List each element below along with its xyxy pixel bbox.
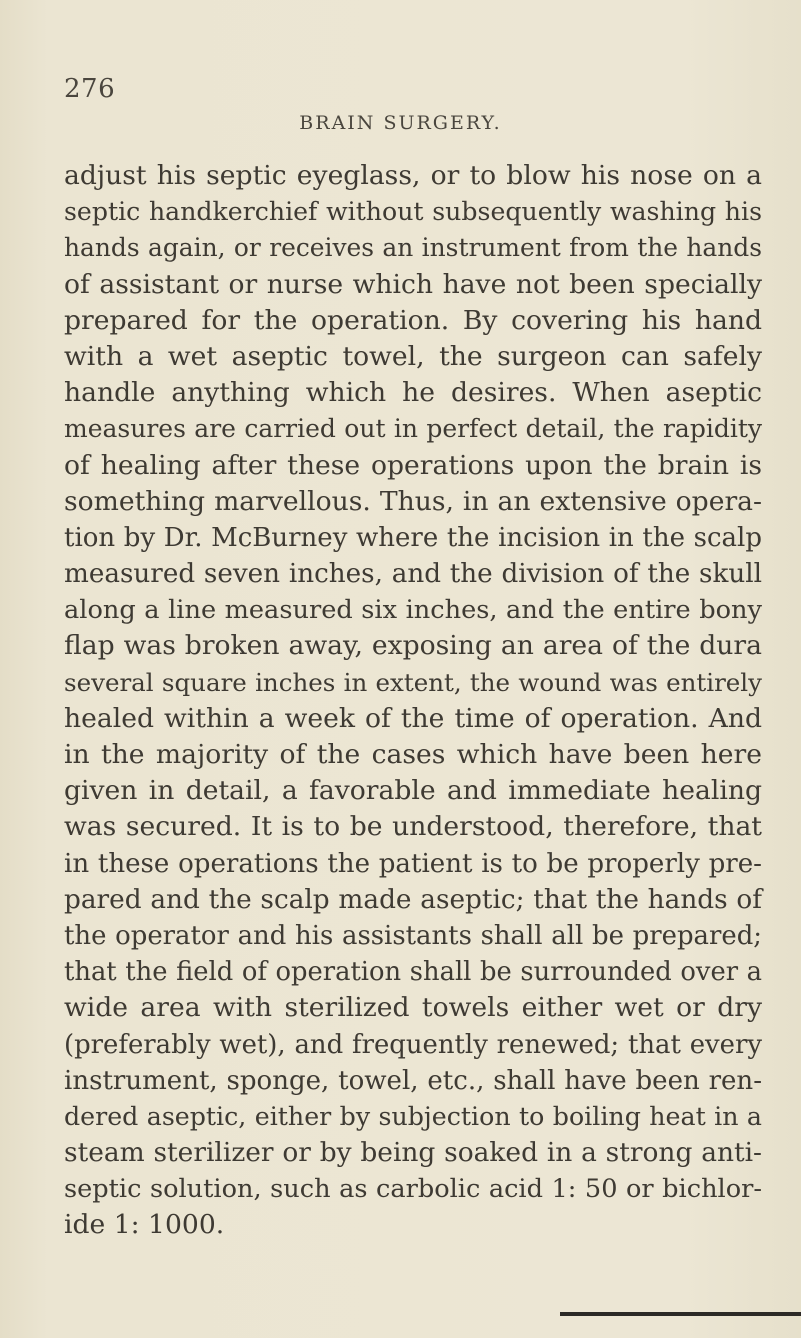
text-line: several square inches in extent, the wound was entirely (64, 667, 762, 697)
text-line: tion by Dr. McBurney where the incision in the scalp (64, 522, 762, 553)
text-line: with a wet aseptic towel, the surgeon can safely (64, 340, 762, 372)
text-line: pared and the scalp made aseptic; that the hands of (64, 884, 762, 915)
text-line: in these operations the patient is to be properly pre- (64, 848, 762, 879)
text-line: ide 1: 1000. (64, 1209, 225, 1241)
text-line: steam sterilizer or by being soaked in a strong anti- (64, 1137, 762, 1169)
text-line: wide area with sterilized towels either wet or dry (64, 992, 762, 1024)
text-line: measured seven inches, and the division of the skull (64, 559, 762, 590)
text-line: of assistant or nurse which have not been specially (64, 268, 762, 300)
text-line: measures are carried out in perfect detail, the rapidity (64, 414, 762, 444)
text-line: something marvellous. Thus, in an extensive opera- (64, 485, 762, 517)
text-line: dered aseptic, either by subjection to boiling heat in a (64, 1101, 762, 1131)
text-line: adjust his septic eyeglass, or to blow his nose on a (64, 160, 762, 191)
text-line: handle anything which he desires. When aseptic (64, 377, 762, 409)
text-line: (preferably wet), and frequently renewed; that every (64, 1029, 762, 1060)
text-line: the operator and his assistants shall all be prepared; (64, 920, 762, 951)
text-line: instrument, sponge, towel, etc., shall have been ren- (64, 1065, 762, 1096)
page-number: 276 (64, 74, 116, 104)
text-line: prepared for the operation. By covering his hand (64, 304, 762, 336)
text-line: septic solution, such as carbolic acid 1: 50 or bichlor- (64, 1174, 762, 1205)
text-line: flap was broken away, exposing an area of the dura (64, 630, 762, 662)
body-text (64, 158, 762, 1244)
text-line: healed within a week of the time of operation. And (64, 702, 762, 734)
text-line: was secured. It is to be understood, therefore, that (64, 811, 762, 843)
text-line: that the field of operation shall be surrounded over a (64, 957, 762, 988)
text-line: in the majority of the cases which have been here (64, 739, 762, 770)
text-line: along a line measured six inches, and the entire bony (64, 595, 762, 626)
text-line: septic handkerchief without subsequently washing his (64, 197, 762, 227)
text-line: hands again, or receives an instrument from the hands (64, 233, 762, 263)
text-line: given in detail, a favorable and immediate healing (64, 775, 762, 807)
text-line: of healing after these operations upon the brain is (64, 449, 762, 481)
running-head: BRAIN SURGERY. (299, 112, 502, 134)
page-edge-rule (560, 1312, 801, 1316)
